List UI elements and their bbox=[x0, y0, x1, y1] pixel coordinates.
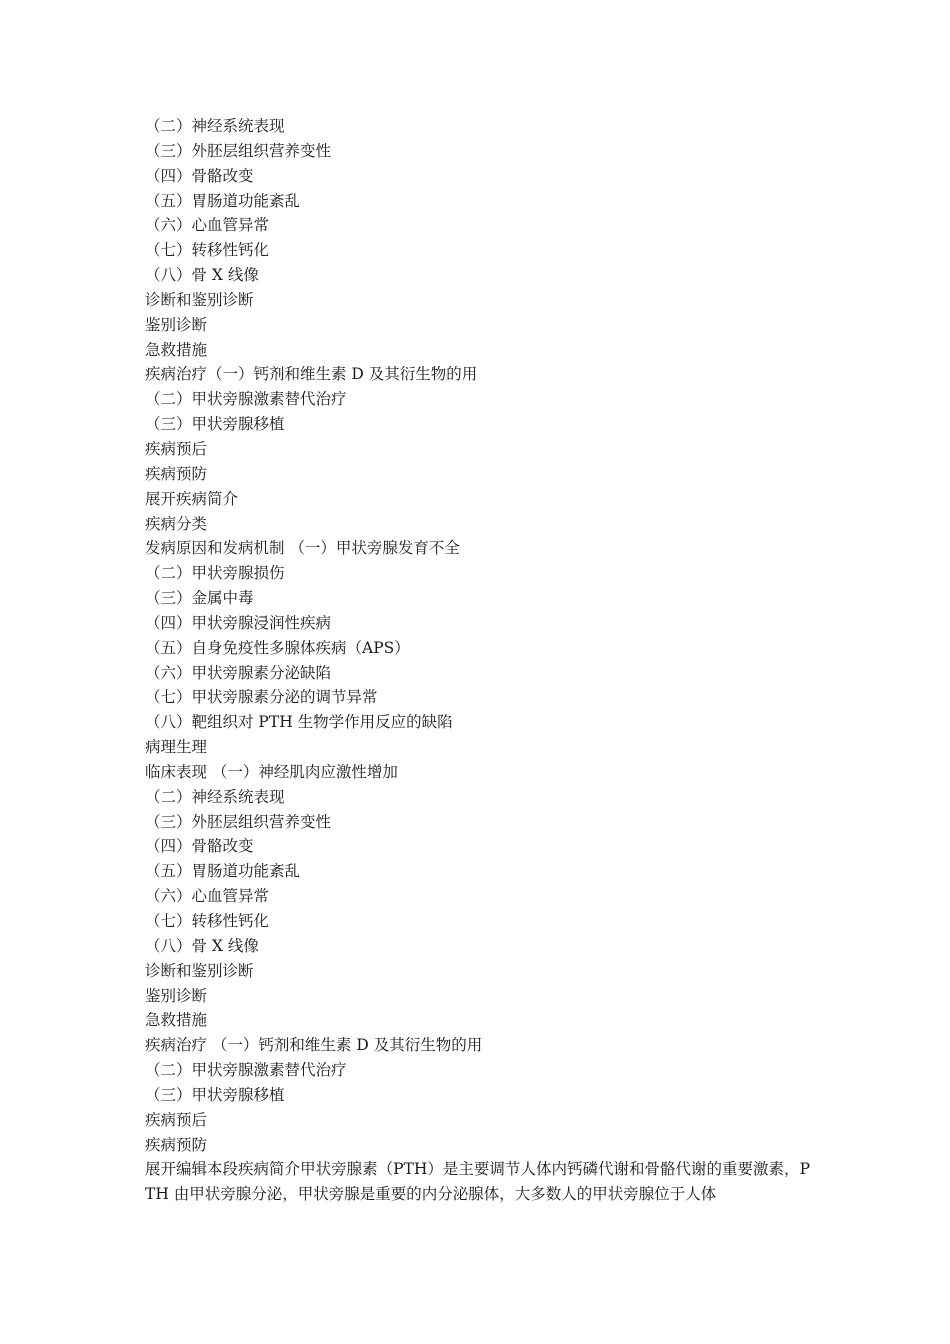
outline-line: （三）甲状旁腺移植 bbox=[145, 1085, 285, 1104]
outline-line: （三）外胚层组织营养变性 bbox=[145, 812, 332, 831]
outline-line: （四）骨骼改变 bbox=[145, 166, 254, 185]
document-body bbox=[145, 114, 810, 1207]
outline-line: （七）转移性钙化 bbox=[145, 912, 270, 930]
outline-line: （五）胃肠道功能紊乱 bbox=[145, 862, 301, 881]
outline-line: （二）甲状旁腺损伤 bbox=[145, 564, 285, 583]
outline-line: （五）胃肠道功能紊乱 bbox=[145, 191, 301, 210]
outline-line: （四）骨骼改变 bbox=[145, 837, 254, 856]
outline-line: （二）神经系统表现 bbox=[145, 117, 285, 135]
outline-line: （三）甲状旁腺移植 bbox=[145, 415, 285, 434]
outline-line: （七）甲状旁腺素分泌的调节异常 bbox=[145, 688, 378, 707]
outline-line: 临床表现 （一）神经肌肉应激性增加 bbox=[145, 762, 398, 781]
outline-line: （二）神经系统表现 bbox=[145, 787, 285, 806]
outline-line: （二）甲状旁腺激素替代治疗 bbox=[145, 1061, 347, 1080]
outline-line: 疾病治疗 （一）钙剂和维生素 D 及其衍生物的用 bbox=[145, 1036, 483, 1055]
outline-line: 急救措施 bbox=[145, 1011, 208, 1030]
outline-line: （二）甲状旁腺激素替代治疗 bbox=[145, 390, 347, 409]
outline-line: （三）金属中毒 bbox=[145, 589, 254, 608]
outline-line: 发病原因和发病机制 （一）甲状旁腺发育不全 bbox=[145, 539, 460, 558]
outline-line: （八）靶组织对 PTH 生物学作用反应的缺陷 bbox=[145, 713, 453, 732]
outline-line: 疾病预后 bbox=[145, 1110, 208, 1129]
outline-line: 疾病预防 bbox=[145, 1135, 208, 1154]
outline-list bbox=[145, 114, 810, 1157]
outline-line: （五）自身免疫性多腺体疾病（APS） bbox=[145, 638, 410, 657]
outline-line: 疾病预后 bbox=[145, 439, 208, 458]
outline-line: 疾病治疗（一）钙剂和维生素 D 及其衍生物的用 bbox=[145, 365, 478, 384]
outline-line: （六）心血管异常 bbox=[145, 887, 270, 906]
outline-line: 病理生理 bbox=[145, 738, 208, 757]
outline-line: （七）转移性钙化 bbox=[145, 241, 270, 260]
outline-line: （四）甲状旁腺浸润性疾病 bbox=[145, 613, 332, 632]
outline-line: 诊断和鉴别诊断 bbox=[145, 290, 254, 309]
outline-line: 疾病分类 bbox=[145, 514, 208, 533]
outline-line: （六）心血管异常 bbox=[145, 216, 270, 235]
outline-line: 展开疾病简介 bbox=[145, 489, 239, 508]
outline-line: （六）甲状旁腺素分泌缺陷 bbox=[145, 663, 332, 682]
outline-line: 诊断和鉴别诊断 bbox=[145, 961, 254, 980]
outline-line: （八）骨 X 线像 bbox=[145, 266, 259, 285]
outline-line: （三）外胚层组织营养变性 bbox=[145, 141, 332, 160]
outline-line: 疾病预防 bbox=[145, 464, 208, 483]
outline-line: 急救措施 bbox=[145, 340, 208, 359]
outline-line: 鉴别诊断 bbox=[145, 315, 208, 334]
outline-line: （八）骨 X 线像 bbox=[145, 936, 259, 955]
outline-line: 鉴别诊断 bbox=[145, 986, 208, 1005]
intro-paragraph: 展开编辑本段疾病简介甲状旁腺素（PTH）是主要调节人体内钙磷代谢和骨骼代谢的重要激素，PTH 由甲状旁腺分泌，甲状旁腺是重要的内分泌腺体，大多数人的甲状旁腺位于人体 bbox=[145, 1160, 810, 1204]
